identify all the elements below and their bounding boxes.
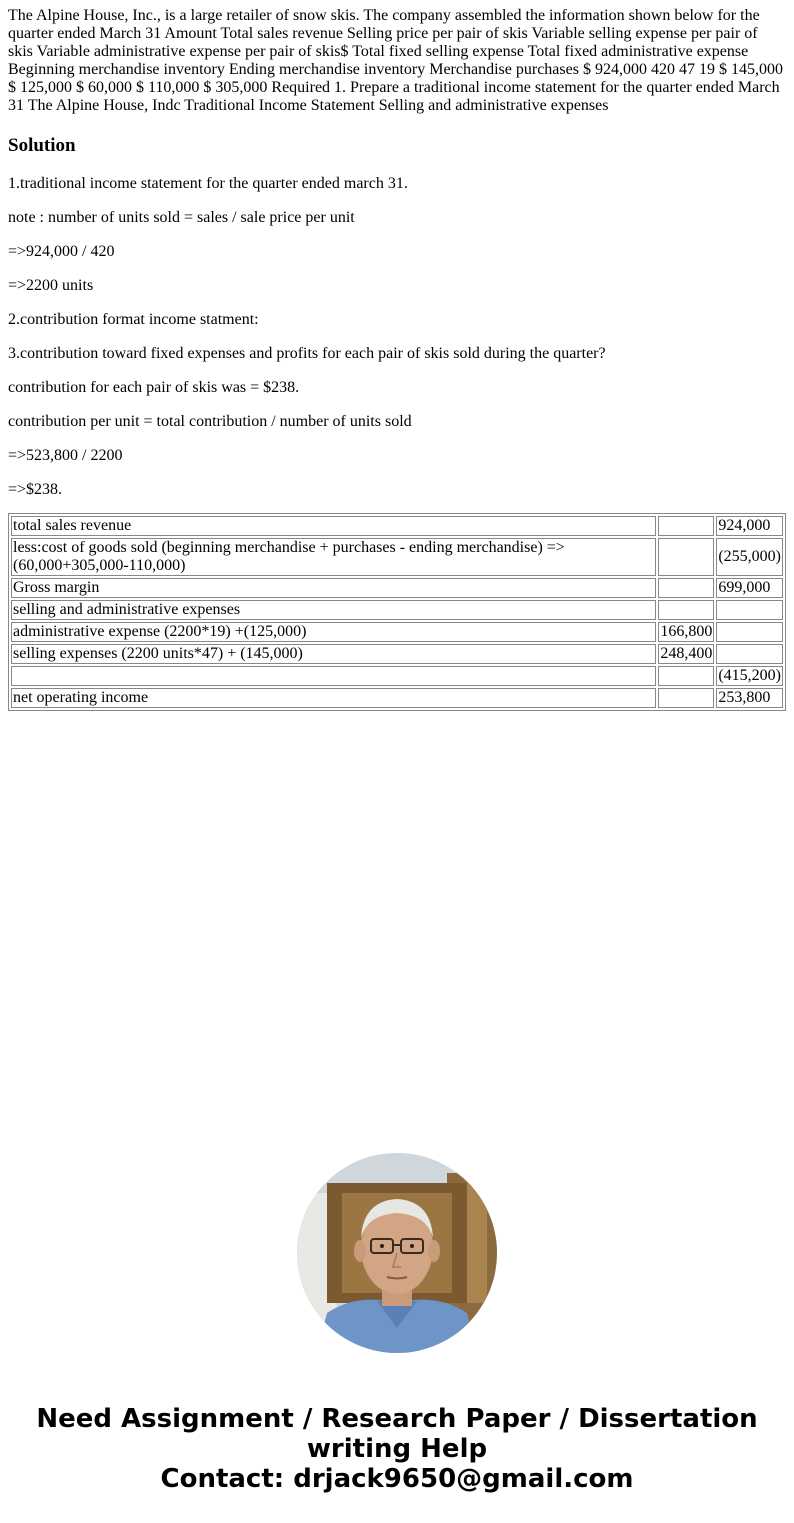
row-amount: 924,000 [716,516,783,536]
answer-line: =>523,800 / 2200 [8,447,123,464]
table-row [11,516,783,536]
author-avatar [297,1153,497,1353]
row-amount [716,622,783,642]
question-text: The Alpine House, Inc., is a large retailer of snow skis. The company assembled the information shown below for the quarter ended March 31 Amount Total sales revenue Selling price per pair of skis Variable selling expense per pair of skis Variable administrative expense per pair of skis$ Total fixed selling expense Total fixed administrative expense Beginning merchandise inventory Ending merchandise inventory Merchandise purchases $ 924,000 420 47 19 $ 145,000 $ 125,000 $ 60,000 $ 110,000 $ 305,000 Required 1. Prepare a traditional income statement for the quarter ended March 31 The Alpine House, Indc Traditional Income Statement Selling and administrative expenses [8,7,783,114]
answer-line: =>$238. [8,481,63,498]
answer-line: =>924,000 / 420 [8,243,115,260]
answer-line: 2.contribution format income statment: [8,311,259,328]
row-label [11,666,656,686]
promo-contact: Contact: drjack9650@gmail.com [160,1464,634,1494]
answer-line: contribution for each pair of skis was = $238. [8,379,300,396]
row-mid-value [658,666,714,686]
table-row [11,688,783,708]
table-row [11,538,783,576]
row-amount: 253,800 [716,688,783,708]
row-mid-value: 248,400 [660,645,713,662]
row-label: selling expenses (2200 units*47) + (145,000) [11,644,656,664]
row-amount: (415,200) [718,667,781,684]
table-row [11,600,783,620]
row-label: less:cost of goods sold (beginning merchandise + purchases - ending merchandise) => (60,000+305,000-110,000) [11,538,656,576]
author-portrait-image [297,1153,497,1353]
row-mid-value [658,538,714,576]
row-amount: (255,000) [716,538,783,576]
row-label: Gross margin [11,578,656,598]
row-label: net operating income [11,688,656,708]
row-label: selling and administrative expenses [11,600,656,620]
row-mid-value: 166,800 [660,623,713,640]
row-amount [716,600,783,620]
row-mid-value [658,688,714,708]
table-row [11,622,783,642]
answer-section [8,175,786,499]
solution-heading: Solution [8,135,76,156]
table-row [11,578,783,598]
promo-line-2: writing Help [306,1434,488,1464]
answer-line: 1.traditional income statement for the quarter ended march 31. [8,175,408,192]
table-row [11,644,783,664]
promo-line-1: Need Assignment / Research Paper / Dissertation [36,1404,758,1434]
row-amount: 699,000 [716,578,783,598]
row-mid-value [658,600,714,620]
income-statement-table [8,513,786,711]
answer-line: note : number of units sold = sales / sale price per unit [8,209,355,226]
row-label: administrative expense (2200*19) +(125,000) [11,622,656,642]
table-row [11,666,783,686]
row-amount [716,644,783,664]
row-label: total sales revenue [11,516,656,536]
row-mid-value [658,516,714,536]
answer-line: =>2200 units [8,277,94,294]
promo-banner [0,1404,794,1494]
document-body [0,0,794,711]
answer-line: contribution per unit = total contribution / number of units sold [8,413,412,430]
row-mid-value [658,578,714,598]
answer-line: 3.contribution toward fixed expenses and profits for each pair of skis sold during the quarter? [8,345,606,362]
